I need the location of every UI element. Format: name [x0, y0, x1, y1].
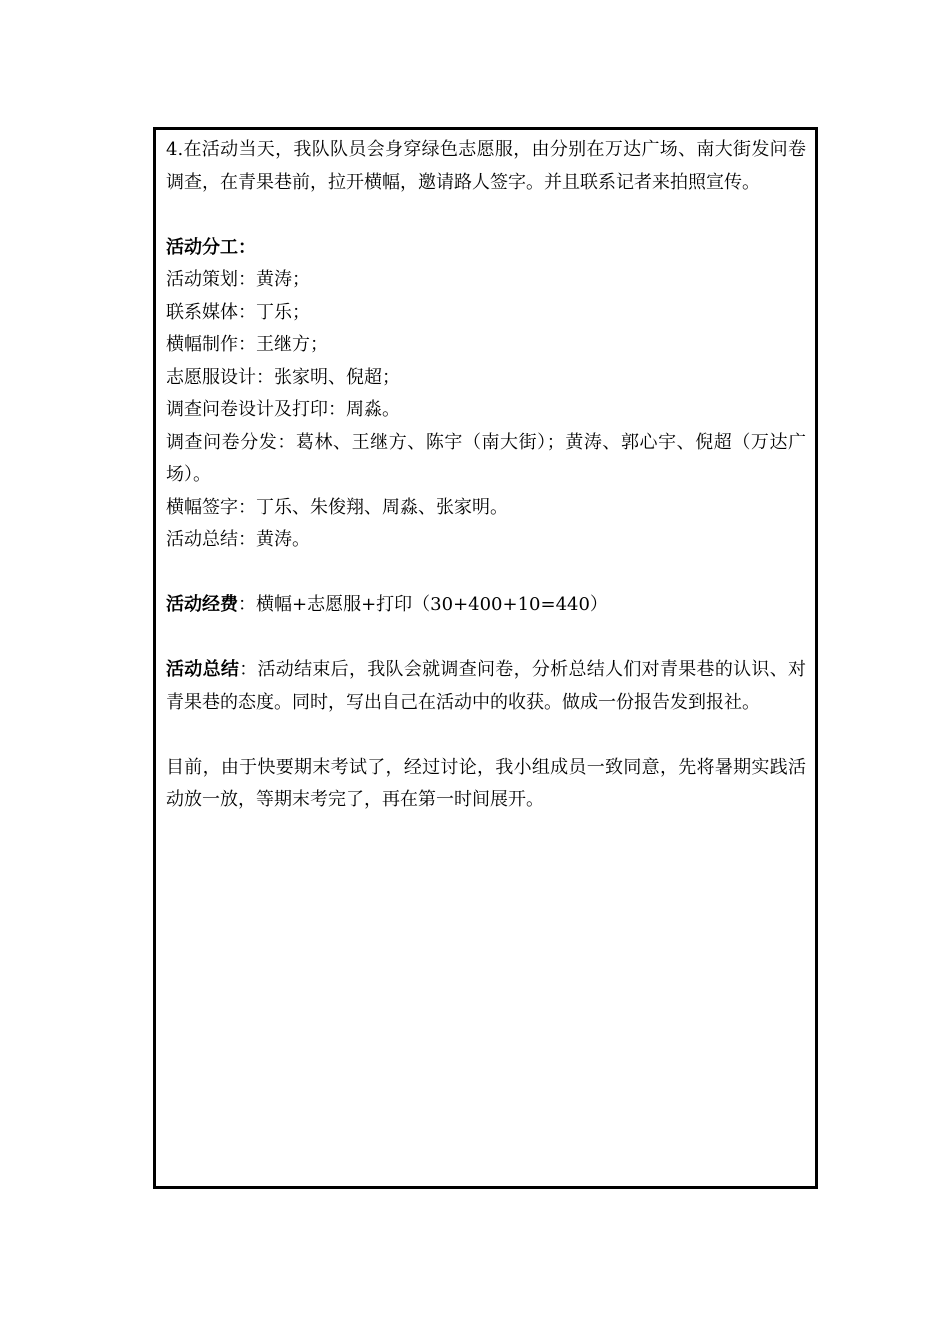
budget-text: ：横幅+志愿服+打印（30+400+10=440）	[238, 594, 608, 615]
summary-paragraph	[166, 654, 806, 719]
division-item: 横幅签字：丁乐、朱俊翔、周淼、张家明。	[166, 496, 508, 518]
summary-text: ：活动结束后，我队会就调查问卷，分析总结人们对青果巷的认识、对青果巷的态度。同时，写出自己在活动中的收获。做成一份报告发到报社。	[166, 659, 807, 713]
spacer	[166, 199, 806, 232]
division-item: 志愿服设计：张家明、倪超；	[166, 366, 400, 388]
document-frame	[153, 127, 818, 1189]
document-content	[166, 134, 806, 817]
budget-paragraph	[166, 589, 806, 622]
division-item: 联系媒体：丁乐；	[166, 301, 310, 323]
spacer	[166, 557, 806, 590]
division-item: 活动策划：黄涛；	[166, 269, 310, 290]
division-item: 调查问卷设计及打印：周淼。	[166, 399, 400, 420]
spacer	[166, 622, 806, 655]
spacer	[166, 719, 806, 752]
division-item: 活动总结：黄涛。	[166, 529, 310, 550]
closing-paragraph: 目前，由于快要期末考试了，经过讨论，我小组成员一致同意，先将暑期实践活动放一放，等期末考完了，再在第一时间展开。	[166, 756, 806, 810]
division-item: 调查问卷分发：葛林、王继方、陈宇（南大街）；黄涛、郭心宇、倪超（万达广场）。	[166, 431, 806, 485]
division-item: 横幅制作：王继方；	[166, 334, 328, 355]
division-heading: 活动分工：	[166, 236, 256, 258]
budget-label: 活动经费	[166, 594, 238, 615]
summary-label: 活动总结	[166, 659, 240, 680]
intro-paragraph: 4.在活动当天，我队队员会身穿绿色志愿服，由分别在万达广场、南大街发问卷调查，在青果巷前，拉开横幅，邀请路人签字。并且联系记者来拍照宣传。	[166, 139, 806, 193]
